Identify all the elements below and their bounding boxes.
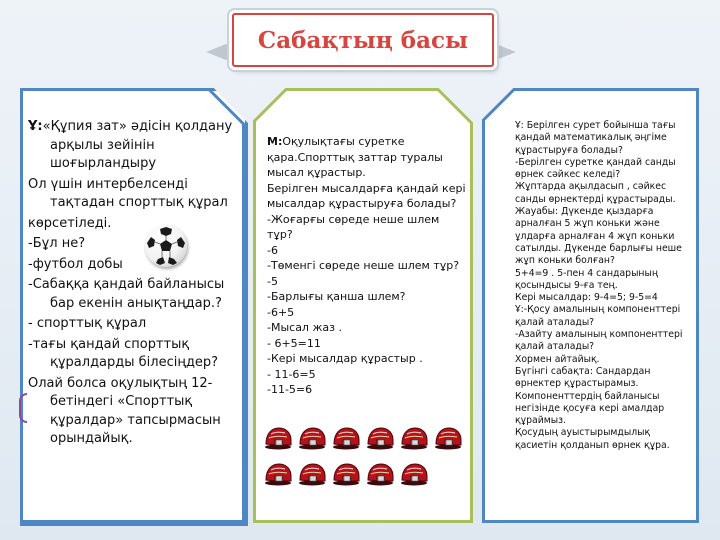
left-line [28, 235, 238, 254]
left-line-text: -Бұл не? [28, 236, 86, 251]
right-line: Ұ:-Қосу амалының компоненттері қалай аталады? [515, 304, 681, 328]
mid-line-text: -Барлығы қанша шлем? [267, 290, 406, 303]
left-panel-text [28, 118, 238, 451]
left-line-text: -футбол добы [28, 256, 123, 272]
mid-line [267, 181, 467, 212]
bracket-mark [19, 393, 27, 423]
helmet-icon [365, 462, 395, 486]
mid-line-label: М: [267, 135, 283, 148]
mid-line [267, 134, 467, 181]
mid-line [267, 305, 467, 321]
helmet-icon [399, 426, 429, 450]
left-line [28, 256, 238, 275]
left-line-text: - спорттық құрал [28, 316, 147, 331]
mid-line-text: - 11-6=5 [267, 367, 316, 381]
helmet-icon [331, 426, 361, 450]
mid-line [267, 351, 467, 367]
right-line: -Берілген суретке қандай санды өрнек сәйкес келеді? [515, 156, 676, 181]
mid-line [267, 320, 467, 336]
left-line [28, 176, 238, 213]
right-line: -Азайту амалының компоненттері қалай аталады? [515, 329, 683, 353]
left-line-text: -Сабаққа қандай байланысы бар екенін анықтаңдар.? [28, 277, 225, 311]
left-line-text: -тағы қандай спорттық құралдарды білесіңдер? [28, 336, 219, 370]
left-line [28, 336, 238, 373]
mid-line-text: -11-5=6 [267, 383, 313, 396]
mid-line-text: -Жоғарғы сөреде неше шлем тұр? [267, 212, 440, 241]
right-line: Ұ: Берілген сурет бойынша тағы қандай математикалық әңгіме құрастыруға болады? [515, 120, 676, 156]
left-line [28, 315, 238, 334]
left-line [28, 276, 238, 313]
mid-line [267, 212, 467, 243]
right-line: Жауабы: Дүкенде қыздарға арналған 5 жұп коньки және ұлдарға арналған 4 жұп коньки сатылды. Дүкенде барлығы неше жұп коньки болған? [515, 206, 682, 267]
left-line-text: «Құпия зат» әдісін қолдану арқылы зейінін шоғырландыру [42, 119, 233, 171]
right-line: 5+4=9 . 5-пен 4 сандарының қосындысы 9-ға тең. [515, 267, 658, 291]
left-line [28, 375, 238, 449]
helmet-icon [297, 462, 327, 486]
mid-line-text: -Төменгі сөреде неше шлем тұр? [267, 259, 460, 272]
right-line: Жұптарда ақылдасып , сәйкес санды өрнектерді құрастырады. [515, 181, 676, 205]
helmet-icon [297, 426, 327, 450]
right-line: Кері мысалдар: 9-4=5; 9-5=4 [515, 292, 658, 304]
mid-line [267, 367, 467, 383]
mid-line-text: Берілген мысалдарға қандай кері мысалдар құрастыруға болады? [267, 181, 466, 210]
left-line-text: Олай болса оқулықтың 12-бетіндегі «Спорттық құралдар» тапсырмасын орындайық. [28, 375, 221, 446]
mid-line [267, 258, 467, 274]
mid-line [267, 382, 467, 398]
mid-line-text: - 6+5=11 [267, 336, 321, 350]
helmets-illustration [259, 426, 469, 496]
mid-line [267, 243, 467, 259]
mid-line [267, 274, 467, 290]
mid-line-text: -Кері мысалдар құрастыр . [267, 352, 423, 365]
left-line-label: Ұ: [28, 119, 43, 134]
mid-line [267, 336, 467, 352]
mid-line-text: -6 [267, 243, 278, 257]
soccer-ball-icon [145, 225, 187, 267]
helmet-icon [365, 426, 395, 450]
left-line-text: көрсетіледі. [28, 215, 112, 231]
left-line [28, 118, 238, 174]
mid-line-text: -Мысал жаз . [267, 321, 342, 334]
mid-line-text: -5 [267, 274, 278, 288]
right-line: Қосудың ауыстырымдылық қасиетін қолданып өрнек құра. [515, 427, 670, 451]
helmet-icon [263, 426, 293, 450]
helmet-icon [433, 426, 463, 450]
helmet-icon [399, 462, 429, 486]
left-line-text: Ол үшін интербелсенді тақтадан спорттық құрал [28, 176, 228, 210]
right-line: Бүгінгі сабақта: Сандардан өрнектер құрастырамыз. Компоненттердің байланысы негізінде қосуға кері амалдар құраймыз. [515, 365, 665, 427]
mid-line-text: Оқулықтағы суретке қара.Спорттық заттар туралы мысал құрастыр. [267, 135, 443, 179]
page-title: Сабақтың басы [232, 13, 494, 67]
mid-line-text: -6+5 [267, 305, 295, 319]
left-line [28, 215, 238, 234]
mid-line [267, 289, 467, 305]
helmet-icon [263, 462, 293, 486]
helmet-icon [331, 462, 361, 486]
right-panel-text [515, 120, 693, 452]
mid-panel-text [267, 134, 467, 398]
right-line: Хормен айтайық. [515, 353, 600, 365]
